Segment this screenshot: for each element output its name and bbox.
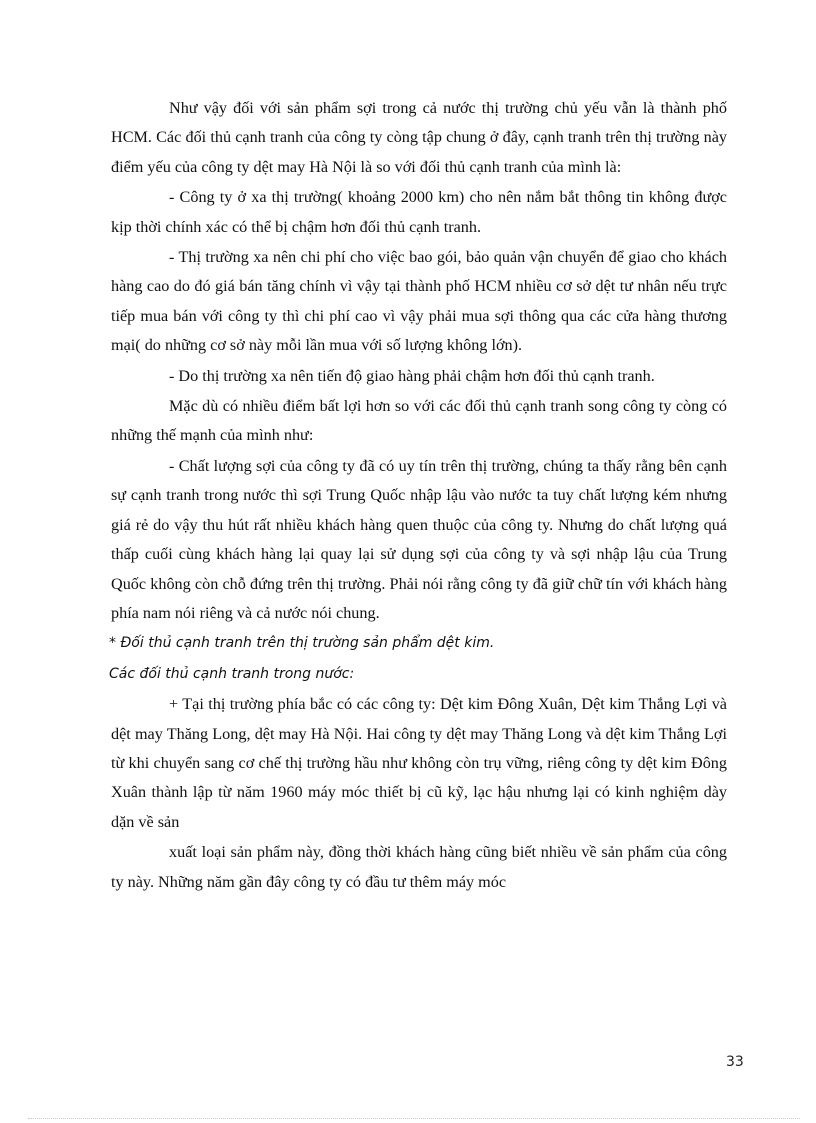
footer-divider [28,1118,800,1119]
paragraph-market-overview: Như vậy đối với sản phẩm sợi trong cả nước thị trường chủ yếu vẫn là thành phố HCM. Các đối thủ cạnh tranh của công ty còng tập chung ở đây, cạnh tranh trên thị trường này điểm yếu của công ty dệt may Hà Nội là so với đối thủ cạnh tranh của mình là: [111,99,727,176]
heading-domestic-competitors: Các đối thủ cạnh tranh trong nước: [109,665,355,682]
page-number: 33 [726,1054,744,1070]
paragraph-weakness-cost: - Thị trường xa nên chi phí cho việc bao gói, bảo quản vận chuyển để giao cho khách hàng cao do đó giá bán tăng chính vì vậy tại thành phố HCM nhiều cơ sở dệt tư nhân nếu trực tiếp mua bán với công ty thì chi phí cao vì vậy phải mua sợi thông qua các cửa hàng thương mại( do những cơ sở này mỗi lần mua với số lượng không lớn). [111,248,727,355]
paragraph-weakness-distance: - Công ty ở xa thị trường( khoảng 2000 km) cho nên nắm bắt thông tin không được kịp thời chính xác có thể bị chậm hơn đối thủ cạnh tranh. [111,188,727,236]
paragraph-weakness-delivery: - Do thị trường xa nên tiến độ giao hàng phải chậm hơn đối thủ cạnh tranh. [169,366,655,385]
paragraph-strengths-intro: Mặc dù có nhiều điểm bất lợi hơn so với các đối thủ cạnh tranh song công ty còng có những thế mạnh của mình như: [111,397,727,445]
paragraph-strength-quality: - Chất lượng sợi của công ty đã có uy tín trên thị trường, chúng ta thấy rằng bên cạnh sự cạnh tranh trong nước thì sợi Trung Quốc nhập lậu vào nước ta tuy chất lượng kém nhưng giá rẻ do vậy thu hút rất nhiều khách hàng quen thuộc của công ty. Nhưng do chất lượng quá thấp cuối cùng khách hàng lại quay lại sử dụng sợi của công ty và sợi nhập lậu của Trung Quốc không còn chỗ đứng trên thị trường. Phải nói rằng công ty đã giữ chữ tín với khách hàng phía nam nói riêng và cả nước nói chung. [111,456,727,622]
paragraph-northern-market: + Tại thị trường phía bắc có các công ty: Dệt kim Đông Xuân, Dệt kim Thắng Lợi và dệt may Thăng Long, dệt may Hà Nội. Hai công ty dệt may Thăng Long và dệt kim Thắng Lợi từ khi chuyển sang cơ chế thị trường hầu như không còn trụ vững, riêng công ty dệt kim Đông Xuân thành lập từ năm 1960 máy móc thiết bị cũ kỹ, lạc hậu nhưng lại có kinh nghiệm dày dặn về sản [111,695,727,831]
paragraph-continued: xuất loại sản phẩm này, đồng thời khách hàng cũng biết nhiều về sản phẩm của công ty này. Những năm gần đây công ty có đầu tư thêm máy móc [111,843,727,891]
heading-knitwear-competitors: * Đối thủ cạnh tranh trên thị trường sản phẩm dệt kim. [109,635,495,652]
body-text [111,94,727,898]
